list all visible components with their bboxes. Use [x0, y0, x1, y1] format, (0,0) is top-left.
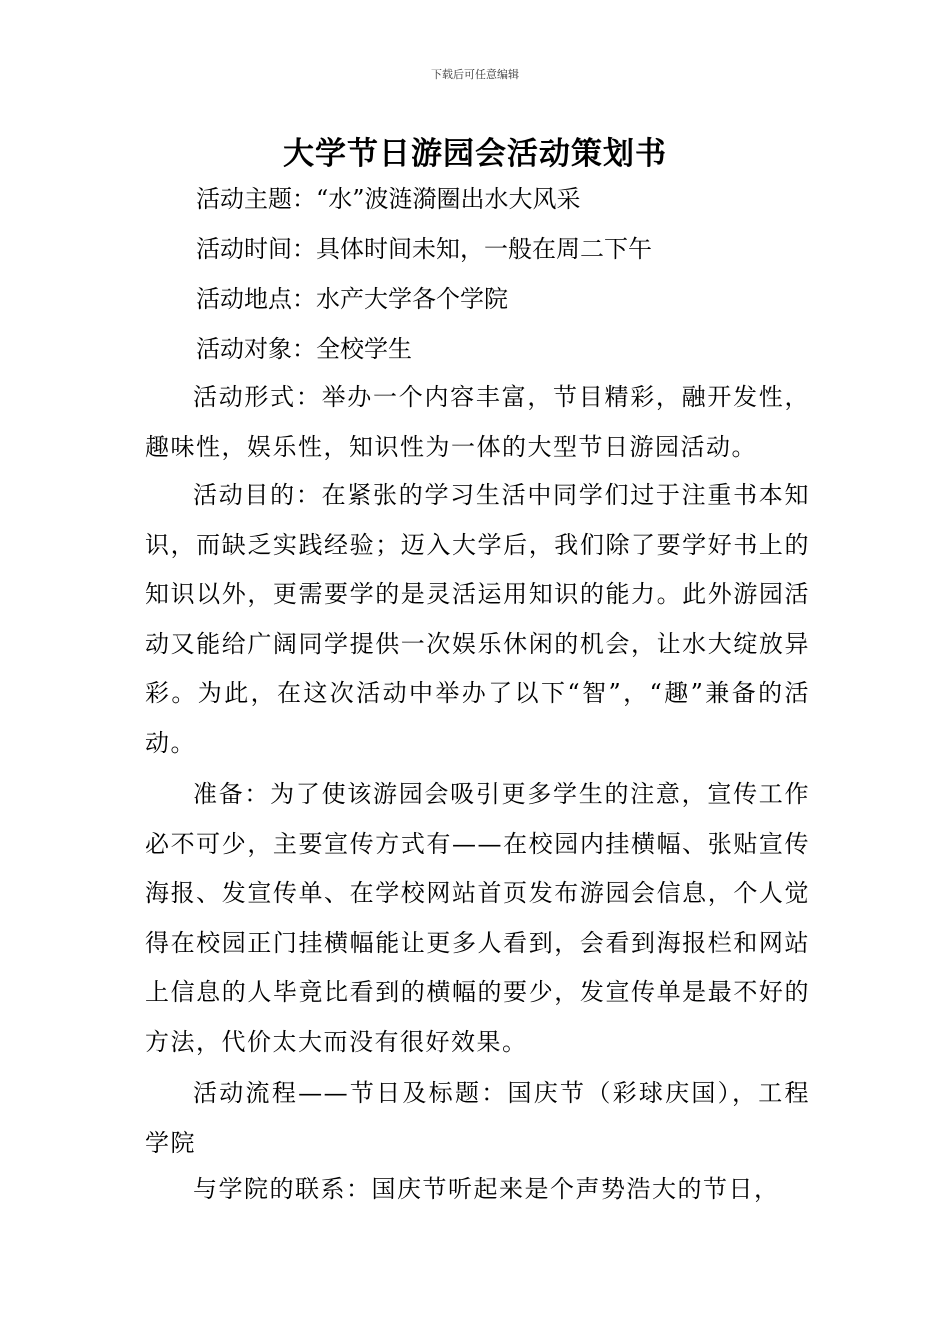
- meta-line-audience: [196, 334, 412, 364]
- meta-line-location: [196, 284, 508, 314]
- paragraph-process: 活动流程——节日及标题：国庆节（彩球庆国），工程学院: [145, 1079, 810, 1157]
- meta-value: “水”波涟漪圈出水大风采: [316, 185, 581, 213]
- paragraph-form: 活动形式：举办一个内容丰富，节目精彩，融开发性，趣味性，娱乐性，知识性为一体的大型节日游园活动。: [145, 383, 810, 461]
- paragraph-relation: 与学院的联系：国庆节听起来是个声势浩大的节日，: [193, 1175, 780, 1203]
- paragraph-purpose: 活动目的：在紧张的学习生活中同学们过于注重书本知识，而缺乏实践经验；迈入大学后，我们除了要学好书上的知识以外，更需要学的是灵活运用知识的能力。此外游园活动又能给广阔同学提供一次娱乐休闲的机会，让水大绽放异彩。为此，在这次活动中举办了以下“智”，“趣”兼备的活动。: [145, 481, 810, 757]
- document-title: 大学节日游园会活动策划书: [283, 136, 667, 172]
- meta-value: 全校学生: [316, 335, 412, 363]
- meta-line-theme: [196, 184, 581, 214]
- meta-label: 活动主题：: [196, 185, 316, 213]
- meta-label: 活动对象：: [196, 335, 316, 363]
- paragraph-preparation: 准备：为了使该游园会吸引更多学生的注意，宣传工作必不可少，主要宣传方式有——在校园内挂横幅、张贴宣传海报、发宣传单、在学校网站首页发布游园会信息，个人觉得在校园正门挂横幅能让更多人看到，会看到海报栏和网站上信息的人毕竟比看到的横幅的要少，发宣传单是最不好的方法，代价太大而没有很好效果。: [145, 780, 810, 1056]
- header-note: 下载后可任意编辑: [431, 68, 519, 81]
- meta-line-time: [196, 234, 652, 264]
- meta-value: 具体时间未知，一般在周二下午: [316, 235, 652, 263]
- meta-label: 活动时间：: [196, 235, 316, 263]
- meta-label: 活动地点：: [196, 285, 316, 313]
- meta-value: 水产大学各个学院: [316, 285, 508, 313]
